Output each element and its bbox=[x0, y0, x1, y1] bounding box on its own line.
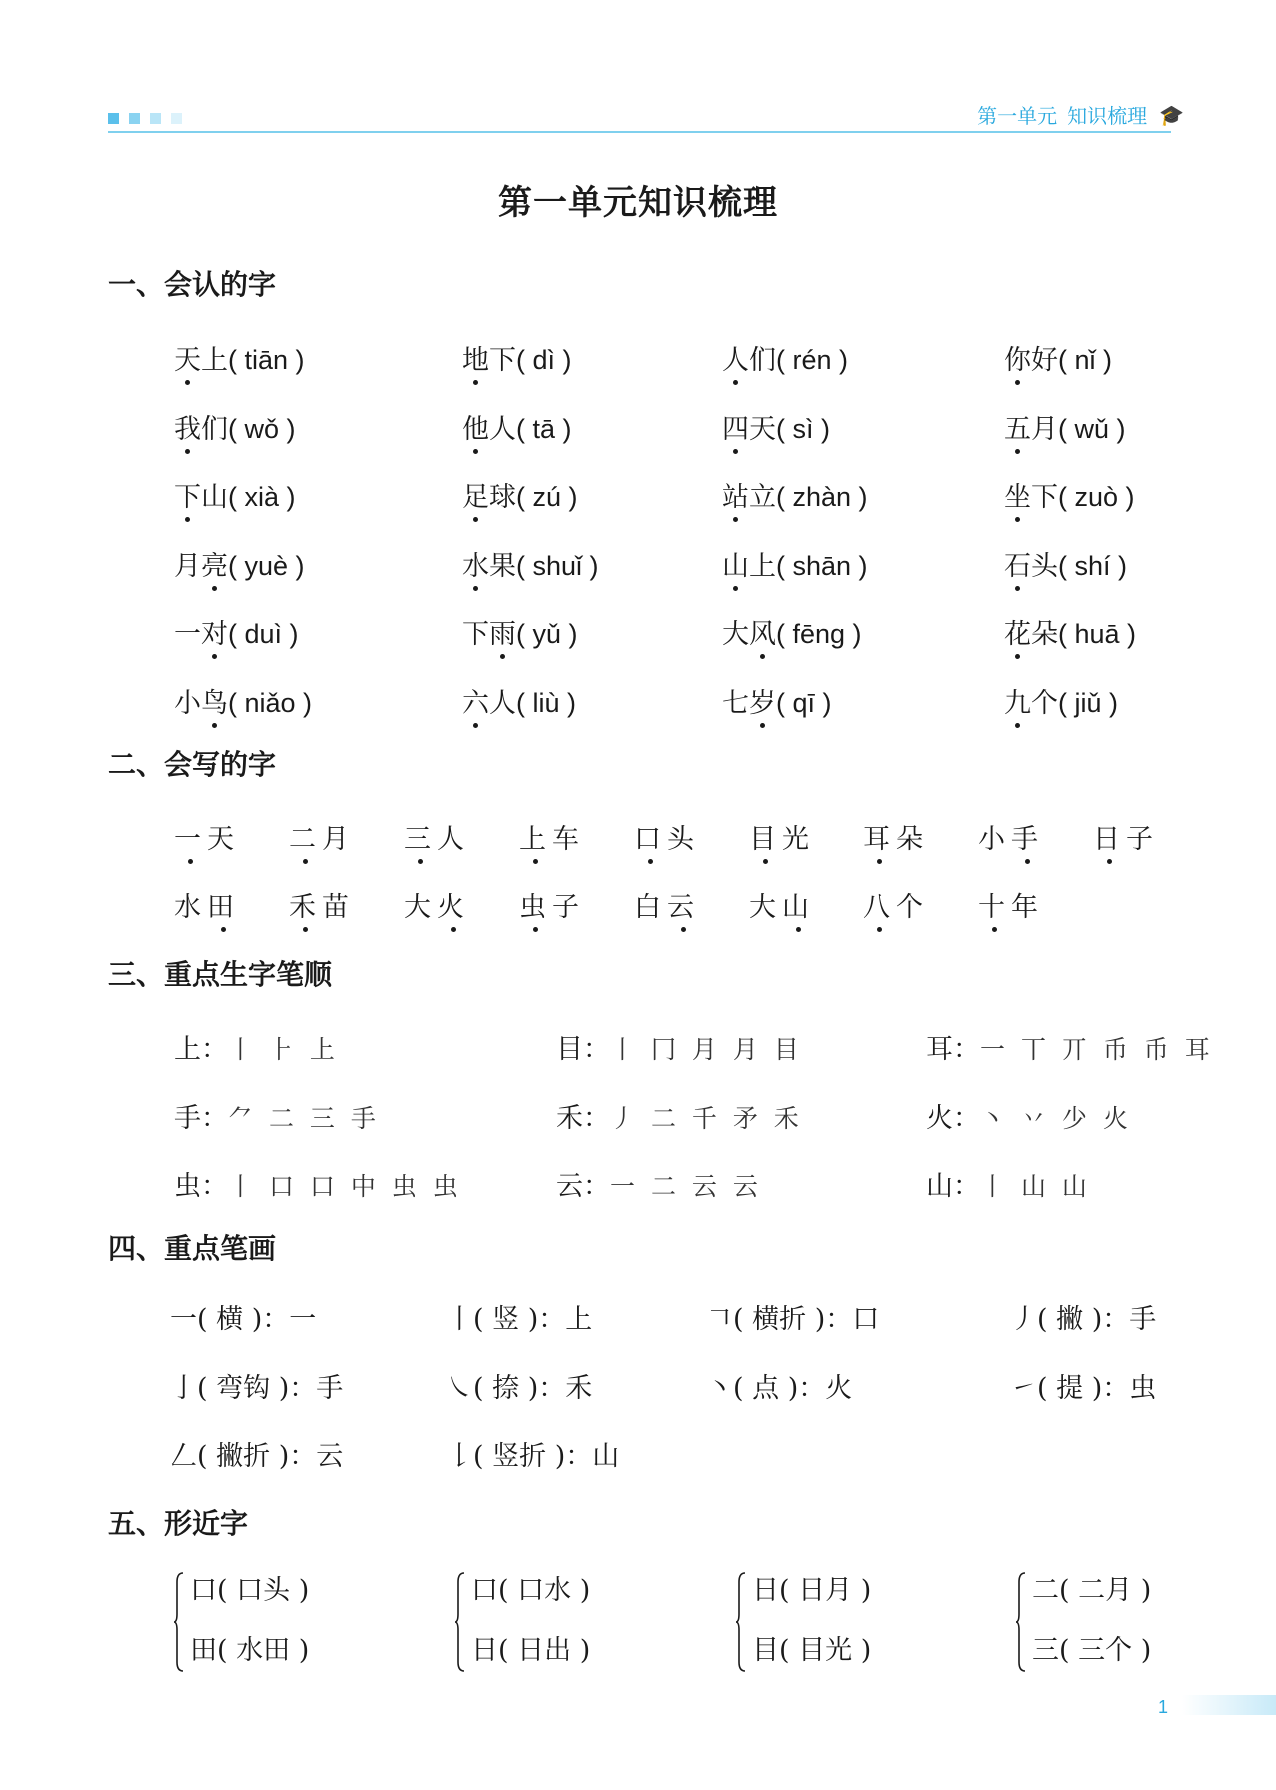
char: 目： bbox=[556, 1034, 610, 1065]
char: 他 bbox=[462, 407, 489, 446]
similar-char-pair: 目( 目光 ) bbox=[752, 1635, 872, 1666]
char: 山 bbox=[722, 544, 749, 583]
stroke-order-item bbox=[926, 1164, 1091, 1203]
pinyin: ( liù ) bbox=[516, 687, 576, 718]
stroke-sequence: 丨 ⺊ 上 bbox=[228, 1035, 339, 1064]
stroke-sequence: 丶 丷 少 火 bbox=[980, 1103, 1132, 1133]
recognize-row bbox=[0, 544, 1276, 584]
char: 站 bbox=[722, 475, 749, 514]
char: 光 bbox=[782, 824, 815, 855]
char: 人 bbox=[437, 824, 470, 855]
char: 朵 bbox=[1031, 619, 1058, 650]
stroke-name: ( 横折 )： bbox=[733, 1304, 853, 1335]
char: 大 bbox=[404, 892, 437, 923]
stroke-glyph: 丨 bbox=[446, 1304, 473, 1335]
stroke-order-item bbox=[174, 1027, 339, 1066]
brace-icon bbox=[736, 1572, 746, 1672]
pinyin: ( qī ) bbox=[776, 687, 832, 718]
char: 九 bbox=[1004, 681, 1031, 720]
write-word bbox=[519, 817, 585, 856]
section-heading-stroke-order: 三、重点生字笔顺 bbox=[108, 958, 333, 991]
char: 一 bbox=[174, 817, 207, 856]
stroke-order-row bbox=[0, 1096, 1276, 1136]
similar-char-pair: 日( 日月 ) bbox=[752, 1575, 872, 1606]
stroke-name: ( 撇折 )： bbox=[197, 1441, 317, 1472]
pinyin: ( zuò ) bbox=[1058, 482, 1135, 512]
recognize-item bbox=[1004, 338, 1112, 377]
char: 球 bbox=[489, 482, 516, 513]
char: 虫 bbox=[519, 885, 552, 924]
char: 月 bbox=[322, 824, 355, 855]
write-word bbox=[978, 885, 1044, 924]
stroke-name: ( 竖折 )： bbox=[473, 1441, 593, 1472]
pinyin: ( sì ) bbox=[776, 413, 830, 444]
pinyin: ( shān ) bbox=[776, 550, 868, 581]
pinyin: ( shuǐ ) bbox=[516, 550, 599, 581]
char: 岁 bbox=[749, 681, 776, 720]
write-word bbox=[519, 885, 585, 924]
pinyin: ( duì ) bbox=[228, 619, 299, 649]
section-heading-write: 二、会写的字 bbox=[108, 748, 277, 781]
stroke-glyph: 𠃍 bbox=[706, 1304, 733, 1335]
char: 头 bbox=[667, 824, 700, 855]
char: 石 bbox=[1004, 544, 1031, 583]
recognize-item bbox=[1004, 407, 1126, 446]
char: 果 bbox=[489, 550, 516, 582]
char: 水 bbox=[174, 892, 207, 923]
key-stroke-item bbox=[170, 1434, 343, 1473]
page-number: 1 bbox=[1158, 1697, 1169, 1717]
brace-icon bbox=[1016, 1572, 1026, 1672]
write-word bbox=[863, 885, 929, 924]
char: 上 bbox=[519, 817, 552, 856]
char: 个 bbox=[896, 892, 929, 923]
char: 地 bbox=[462, 338, 489, 377]
char: 七 bbox=[722, 687, 749, 719]
stroke-glyph: ㇏ bbox=[446, 1372, 473, 1404]
char: 十 bbox=[978, 885, 1011, 924]
char: 对 bbox=[201, 612, 228, 651]
key-stroke-row bbox=[0, 1366, 1276, 1406]
brace-icon bbox=[455, 1572, 465, 1672]
char: 手： bbox=[174, 1102, 228, 1134]
page-title: 第一单元知识梳理 bbox=[498, 183, 778, 223]
pinyin: ( dì ) bbox=[516, 345, 572, 375]
char: 手 bbox=[1011, 817, 1044, 856]
recognize-item bbox=[1004, 681, 1118, 720]
recognize-row bbox=[0, 475, 1276, 515]
section-heading-similar-chars: 五、形近字 bbox=[108, 1507, 249, 1540]
similar-char-pair: 口( 口水 ) bbox=[471, 1575, 591, 1606]
header-rule bbox=[108, 131, 1171, 133]
pinyin: ( wǒ ) bbox=[228, 413, 296, 444]
example-char: 云 bbox=[316, 1441, 344, 1472]
char: 亮 bbox=[201, 544, 228, 583]
char: 月 bbox=[1031, 413, 1058, 445]
similar-char-pair: 三( 三个 ) bbox=[1032, 1635, 1152, 1666]
stroke-name: ( 竖 )： bbox=[473, 1304, 566, 1335]
similar-char-group bbox=[1016, 1568, 1206, 1678]
stroke-name: ( 弯钩 )： bbox=[197, 1372, 317, 1404]
stroke-sequence: 丨 山 山 bbox=[980, 1172, 1091, 1201]
stroke-name: ( 撇 )： bbox=[1037, 1304, 1130, 1335]
stroke-order-item bbox=[174, 1164, 462, 1203]
char: 车 bbox=[552, 824, 585, 855]
char: 云 bbox=[667, 885, 700, 924]
char: 我 bbox=[174, 407, 201, 446]
pinyin: ( wǔ ) bbox=[1058, 413, 1126, 444]
pinyin: ( shí ) bbox=[1058, 550, 1128, 581]
example-char: 一 bbox=[289, 1304, 317, 1335]
recognize-row bbox=[0, 338, 1276, 378]
char: 六 bbox=[462, 681, 489, 720]
write-word bbox=[634, 885, 700, 924]
char: 风 bbox=[749, 612, 776, 651]
char: 个 bbox=[1031, 687, 1058, 719]
stroke-order-item bbox=[556, 1027, 803, 1066]
key-stroke-item bbox=[1010, 1297, 1156, 1336]
write-word bbox=[978, 817, 1044, 856]
similar-char-pair: 日( 日出 ) bbox=[471, 1635, 591, 1666]
stroke-sequence: 丨 冂 月 月 目 bbox=[610, 1035, 803, 1064]
char: 火 bbox=[437, 885, 470, 924]
stroke-glyph: ㇀ bbox=[1010, 1372, 1037, 1404]
char: 花 bbox=[1004, 612, 1031, 651]
key-stroke-item bbox=[446, 1366, 592, 1405]
header-square bbox=[108, 113, 119, 124]
char: 火： bbox=[926, 1102, 980, 1134]
char: 好 bbox=[1031, 345, 1058, 376]
write-word bbox=[289, 885, 355, 924]
example-char: 禾 bbox=[565, 1372, 593, 1404]
char: 白 bbox=[634, 892, 667, 923]
example-char: 手 bbox=[316, 1372, 344, 1404]
char: 天 bbox=[174, 338, 201, 377]
char: 云： bbox=[556, 1171, 610, 1202]
pinyin: ( rén ) bbox=[776, 345, 849, 375]
recognize-row bbox=[0, 407, 1276, 447]
stroke-glyph: 亅 bbox=[170, 1372, 197, 1404]
key-stroke-row bbox=[0, 1434, 1276, 1474]
write-word bbox=[174, 885, 240, 924]
char: 山： bbox=[926, 1171, 980, 1202]
char: 八 bbox=[863, 885, 896, 924]
char: 下 bbox=[462, 619, 489, 650]
header-unit: 第一单元 bbox=[977, 104, 1058, 128]
write-row bbox=[0, 885, 1276, 925]
char: 人 bbox=[489, 413, 516, 445]
example-char: 火 bbox=[825, 1372, 853, 1404]
char: 三 bbox=[404, 817, 437, 856]
example-char: 上 bbox=[565, 1304, 593, 1335]
char: 一 bbox=[174, 619, 201, 650]
pinyin: ( yuè ) bbox=[228, 550, 305, 581]
recognize-item bbox=[462, 338, 572, 377]
key-stroke-item bbox=[706, 1297, 879, 1336]
pinyin: ( huā ) bbox=[1058, 619, 1137, 649]
similar-char-group bbox=[174, 1568, 364, 1678]
char: 下 bbox=[174, 475, 201, 514]
recognize-row bbox=[0, 681, 1276, 721]
pinyin: ( jiǔ ) bbox=[1058, 687, 1118, 718]
stroke-sequence: 丨 口 口 中 虫 虫 bbox=[228, 1172, 462, 1201]
header-decoration bbox=[108, 113, 182, 124]
example-char: 口 bbox=[852, 1304, 880, 1335]
recognize-item bbox=[462, 544, 599, 583]
recognize-item bbox=[174, 681, 312, 720]
char: 年 bbox=[1011, 892, 1044, 923]
char: 耳 bbox=[863, 817, 896, 856]
char: 小 bbox=[978, 824, 1011, 855]
brace-icon bbox=[174, 1572, 184, 1672]
running-header bbox=[977, 100, 1184, 129]
pinyin: ( niǎo ) bbox=[228, 687, 313, 718]
write-word bbox=[1093, 817, 1159, 856]
key-stroke-item bbox=[1010, 1366, 1156, 1405]
stroke-name: ( 提 )： bbox=[1037, 1372, 1130, 1404]
header-square bbox=[150, 113, 161, 124]
stroke-name: ( 点 )： bbox=[733, 1372, 826, 1404]
char: 目 bbox=[749, 817, 782, 856]
recognize-item bbox=[1004, 544, 1127, 583]
write-word bbox=[289, 817, 355, 856]
stroke-order-item bbox=[556, 1096, 803, 1135]
stroke-glyph: 𠃋 bbox=[170, 1441, 197, 1472]
stroke-glyph: 一 bbox=[170, 1304, 197, 1335]
key-stroke-item bbox=[446, 1434, 619, 1473]
char: 下 bbox=[1031, 482, 1058, 513]
char: 山 bbox=[201, 482, 228, 513]
char: 你 bbox=[1004, 338, 1031, 377]
write-word bbox=[404, 885, 470, 924]
char: 虫： bbox=[174, 1171, 228, 1202]
stroke-glyph: 𠄌 bbox=[446, 1441, 473, 1472]
pinyin: ( tiān ) bbox=[228, 345, 305, 375]
stroke-order-row bbox=[0, 1027, 1276, 1067]
char: 们 bbox=[749, 345, 776, 376]
char: 水 bbox=[462, 544, 489, 583]
example-char: 手 bbox=[1129, 1304, 1157, 1335]
char: 天 bbox=[207, 824, 240, 855]
char: 们 bbox=[201, 413, 228, 445]
example-char: 虫 bbox=[1129, 1372, 1157, 1404]
section-heading-key-strokes: 四、重点笔画 bbox=[108, 1232, 277, 1265]
stroke-order-item bbox=[556, 1164, 762, 1203]
recognize-item bbox=[462, 475, 578, 514]
recognize-item bbox=[174, 544, 305, 583]
char: 天 bbox=[749, 413, 776, 445]
char: 人 bbox=[489, 687, 516, 719]
write-word bbox=[634, 817, 700, 856]
write-row bbox=[0, 817, 1276, 857]
char: 山 bbox=[782, 885, 815, 924]
char: 禾： bbox=[556, 1102, 610, 1134]
char: 五 bbox=[1004, 407, 1031, 446]
recognize-item bbox=[722, 544, 868, 583]
char: 日 bbox=[1093, 817, 1126, 856]
section-heading-recognize: 一、会认的字 bbox=[108, 268, 277, 301]
char: 二 bbox=[289, 817, 322, 856]
similar-char-pair: 田( 水田 ) bbox=[190, 1635, 310, 1666]
key-stroke-item bbox=[170, 1366, 343, 1405]
pinyin: ( xià ) bbox=[228, 482, 296, 512]
key-stroke-item bbox=[446, 1297, 592, 1336]
char: 口 bbox=[634, 817, 667, 856]
char: 耳： bbox=[926, 1034, 980, 1065]
stroke-glyph: 丿 bbox=[1010, 1304, 1037, 1335]
recognize-item bbox=[174, 612, 299, 651]
stroke-name: ( 捺 )： bbox=[473, 1372, 566, 1404]
pinyin: ( nǐ ) bbox=[1058, 345, 1112, 375]
similar-char-pair: 二( 二月 ) bbox=[1032, 1575, 1152, 1606]
char: 雨 bbox=[489, 612, 516, 651]
recognize-item bbox=[462, 612, 578, 651]
write-word bbox=[749, 885, 815, 924]
char: 小 bbox=[174, 687, 201, 719]
write-word bbox=[404, 817, 470, 856]
similar-char-group bbox=[736, 1568, 926, 1678]
recognize-item bbox=[174, 338, 305, 377]
recognize-item bbox=[1004, 475, 1135, 514]
char: 上： bbox=[174, 1034, 228, 1065]
example-char: 山 bbox=[592, 1441, 620, 1472]
recognize-item bbox=[1004, 612, 1136, 651]
recognize-item bbox=[174, 407, 296, 446]
pinyin: ( zú ) bbox=[516, 482, 578, 512]
similar-char-group bbox=[455, 1568, 645, 1678]
stroke-sequence: 丿 二 千 矛 禾 bbox=[610, 1103, 803, 1133]
pinyin: ( yǔ ) bbox=[516, 619, 578, 649]
char: 人 bbox=[722, 338, 749, 377]
char: 上 bbox=[201, 345, 228, 376]
char: 鸟 bbox=[201, 681, 228, 720]
char: 田 bbox=[207, 885, 240, 924]
key-stroke-item bbox=[170, 1297, 316, 1336]
stroke-sequence: 一 丅 丌 币 币 耳 bbox=[980, 1035, 1214, 1064]
char: 大 bbox=[749, 892, 782, 923]
pinyin: ( zhàn ) bbox=[776, 482, 868, 512]
char: 上 bbox=[749, 550, 776, 582]
char: 大 bbox=[722, 619, 749, 650]
key-stroke-row bbox=[0, 1297, 1276, 1337]
char: 坐 bbox=[1004, 475, 1031, 514]
pinyin: ( fēng ) bbox=[776, 619, 862, 649]
stroke-order-item bbox=[926, 1096, 1132, 1135]
stroke-order-item bbox=[174, 1096, 380, 1135]
recognize-item bbox=[722, 338, 848, 377]
key-stroke-item bbox=[706, 1366, 852, 1405]
recognize-item bbox=[722, 681, 832, 720]
stroke-sequence: ⺈ 二 三 手 bbox=[228, 1103, 380, 1133]
recognize-item bbox=[722, 475, 868, 514]
char: 朵 bbox=[896, 824, 929, 855]
char: 月 bbox=[174, 550, 201, 582]
char: 立 bbox=[749, 482, 776, 513]
stroke-order-row bbox=[0, 1164, 1276, 1204]
char: 下 bbox=[489, 345, 516, 376]
write-word bbox=[863, 817, 929, 856]
write-word bbox=[174, 817, 240, 856]
char: 禾 bbox=[289, 885, 322, 924]
header-section: 知识梳理 bbox=[1067, 104, 1148, 128]
char: 足 bbox=[462, 475, 489, 514]
similar-char-pair: 口( 口头 ) bbox=[190, 1575, 310, 1606]
stroke-order-item bbox=[926, 1027, 1214, 1066]
header-square bbox=[171, 113, 182, 124]
char: 苗 bbox=[322, 892, 355, 923]
recognize-item bbox=[174, 475, 296, 514]
footer-decoration bbox=[1182, 1695, 1276, 1715]
write-word bbox=[749, 817, 815, 856]
char: 头 bbox=[1031, 550, 1058, 582]
char: 子 bbox=[1126, 824, 1159, 855]
char: 子 bbox=[552, 892, 585, 923]
stroke-name: ( 横 )： bbox=[197, 1304, 290, 1335]
graduation-cap-icon: 🎓 bbox=[1159, 102, 1184, 127]
recognize-item bbox=[462, 407, 572, 446]
recognize-item bbox=[722, 407, 830, 446]
header-square bbox=[129, 113, 140, 124]
char: 四 bbox=[722, 407, 749, 446]
recognize-row bbox=[0, 612, 1276, 652]
stroke-glyph: 丶 bbox=[706, 1372, 733, 1404]
stroke-sequence: 一 二 云 云 bbox=[610, 1172, 762, 1201]
recognize-item bbox=[462, 681, 576, 720]
pinyin: ( tā ) bbox=[516, 413, 572, 444]
recognize-item bbox=[722, 612, 862, 651]
